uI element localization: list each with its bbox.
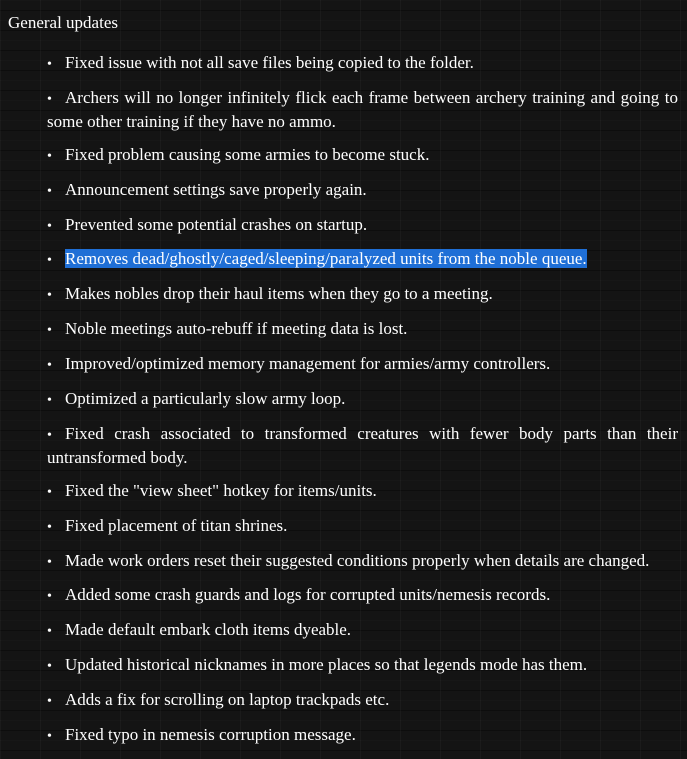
item-text: Announcement settings save properly again. <box>65 179 367 199</box>
bullet-icon: • <box>47 393 52 409</box>
list-item <box>47 515 678 539</box>
list-item <box>47 353 678 377</box>
bullet-icon: • <box>47 148 52 164</box>
item-text: Archers will no longer infinitely flick each frame between archery training and going to some other training if they have no ammo. <box>47 87 678 131</box>
list-item <box>47 619 678 643</box>
item-text: Added some crash guards and logs for corrupted units/nemesis records. <box>65 585 551 605</box>
bullet-icon: • <box>47 57 52 72</box>
list-item <box>47 689 678 713</box>
bullet-icon: • <box>47 358 52 374</box>
bullet-icon: • <box>47 589 52 605</box>
bullet-icon: • <box>47 218 52 234</box>
bullet-icon: • <box>47 183 52 199</box>
list-item <box>47 248 678 272</box>
list-item <box>47 654 678 678</box>
bullet-icon: • <box>47 694 52 710</box>
list-item <box>47 144 678 168</box>
item-text: Fixed placement of titan shrines. <box>65 515 288 535</box>
item-text: Adds a fix for scrolling on laptop trackpads etc. <box>65 690 390 710</box>
list-item <box>47 584 678 608</box>
item-text: Made work orders reset their suggested conditions properly when details are changed. <box>65 550 650 570</box>
bullet-icon: • <box>47 554 52 570</box>
item-text: Optimized a particularly slow army loop. <box>65 389 346 409</box>
item-text: Made default embark cloth items dyeable. <box>65 620 352 640</box>
list-item <box>47 550 678 574</box>
list-item <box>47 52 678 76</box>
list-item <box>47 423 678 469</box>
selected-text: Removes dead/ghostly/caged/sleeping/paralyzed units from the noble queue. <box>65 249 587 269</box>
item-text: Prevented some potential crashes on startup. <box>65 214 368 234</box>
item-text: Fixed crash associated to transformed creatures with fewer body parts than their untransformed body. <box>47 423 678 467</box>
item-text: Updated historical nicknames in more places so that legends mode has them. <box>65 655 588 675</box>
item-text: Noble meetings auto-rebuff if meeting data is lost. <box>65 319 408 339</box>
list-item <box>47 214 678 238</box>
bullet-icon: • <box>47 484 52 500</box>
list-item <box>47 388 678 412</box>
bullet-icon: • <box>47 253 52 269</box>
item-text: Improved/optimized memory management for armies/army controllers. <box>65 354 551 374</box>
list-item <box>47 283 678 307</box>
item-text: Fixed issue with not all save files being copied to the folder. <box>65 53 474 72</box>
list-item <box>47 179 678 203</box>
list-item <box>47 318 678 342</box>
updates-list <box>47 52 678 759</box>
bullet-icon: • <box>47 323 52 339</box>
item-text: Makes nobles drop their haul items when they go to a meeting. <box>65 284 493 304</box>
list-item <box>47 724 678 748</box>
bullet-icon: • <box>47 91 52 107</box>
bullet-icon: • <box>47 659 52 675</box>
list-item <box>47 87 678 133</box>
list-item <box>47 480 678 504</box>
item-text: Fixed the "view sheet" hotkey for items/units. <box>65 480 377 500</box>
bullet-icon: • <box>47 624 52 640</box>
bullet-icon: • <box>47 427 52 443</box>
item-text: Fixed typo in nemesis corruption message. <box>65 725 356 745</box>
bullet-icon: • <box>47 519 52 535</box>
item-text: Fixed problem causing some armies to become stuck. <box>65 144 430 164</box>
section-heading: General updates <box>8 13 118 32</box>
bullet-icon: • <box>47 729 52 745</box>
bullet-icon: • <box>47 288 52 304</box>
